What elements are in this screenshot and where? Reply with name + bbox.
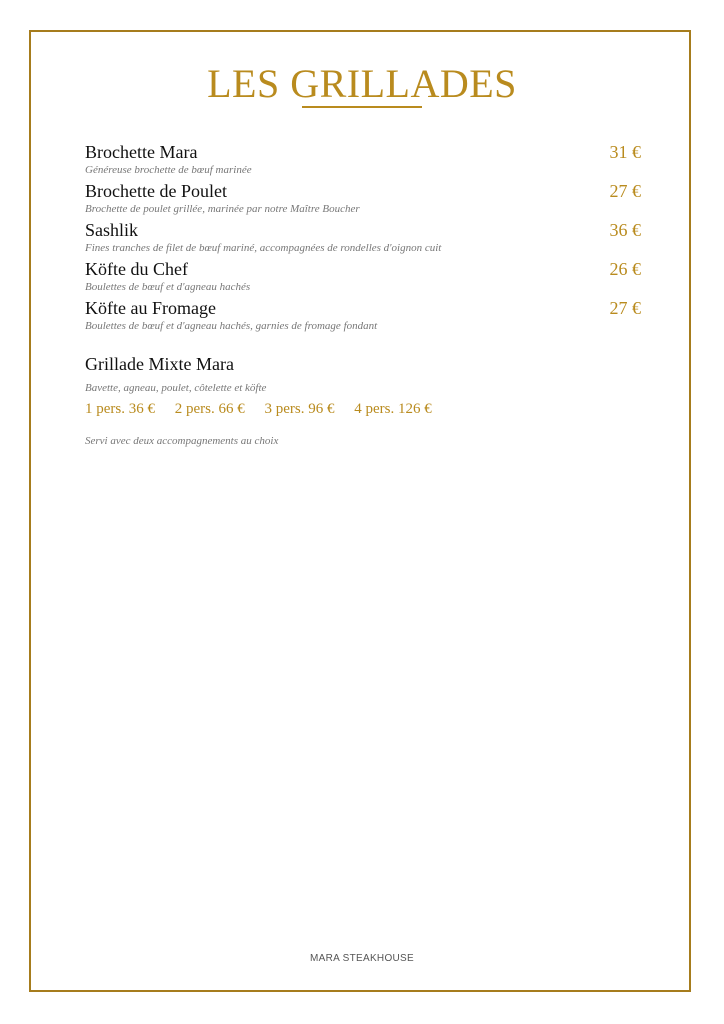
menu-item-brochette-poulet [85,180,641,218]
item-description: Brochette de poulet grillée, marinée par notre Maître Boucher [85,203,360,215]
page-title: LES GRILLADES [207,61,517,106]
footer-brand: MARA STEAKHOUSE [310,953,414,964]
item-price: 36 € [609,220,641,240]
menu-item-kofte-chef [85,258,641,296]
mixte-price-3: 3 pers. 96 € [264,401,335,417]
item-description: Boulettes de bœuf et d'agneau hachés [85,281,251,293]
item-description: Fines tranches de filet de bœuf mariné, accompagnées de rondelles d'oignon cuit [85,242,442,254]
item-name: Brochette Mara [85,142,198,162]
menu-item-sashlik [85,219,641,257]
title-underline [302,106,422,108]
menu-item-brochette-mara [85,141,641,179]
item-description: Généreuse brochette de bœuf marinée [85,164,252,176]
mixte-price-1: 1 pers. 36 € [85,401,155,417]
item-name: Sashlik [85,220,139,240]
mixte-prices [85,399,448,419]
mixte-description: Bavette, agneau, poulet, côtelette et köfte [85,382,267,394]
item-price: 27 € [609,181,641,201]
menu-item-kofte-fromage [85,297,641,335]
item-name: Köfte du Chef [85,259,188,279]
item-name: Brochette de Poulet [85,181,227,201]
served-note: Servi avec deux accompagnements au choix [85,435,279,447]
item-price: 31 € [609,142,641,162]
item-name: Köfte au Fromage [85,298,216,318]
mixte-name: Grillade Mixte Mara [85,354,234,374]
item-description: Boulettes de bœuf et d'agneau hachés, garnies de fromage fondant [85,320,378,332]
item-price: 26 € [609,259,641,279]
mixte-price-4: 4 pers. 126 € [354,401,432,417]
mixte-price-2: 2 pers. 66 € [174,401,245,417]
item-price: 27 € [609,298,641,318]
